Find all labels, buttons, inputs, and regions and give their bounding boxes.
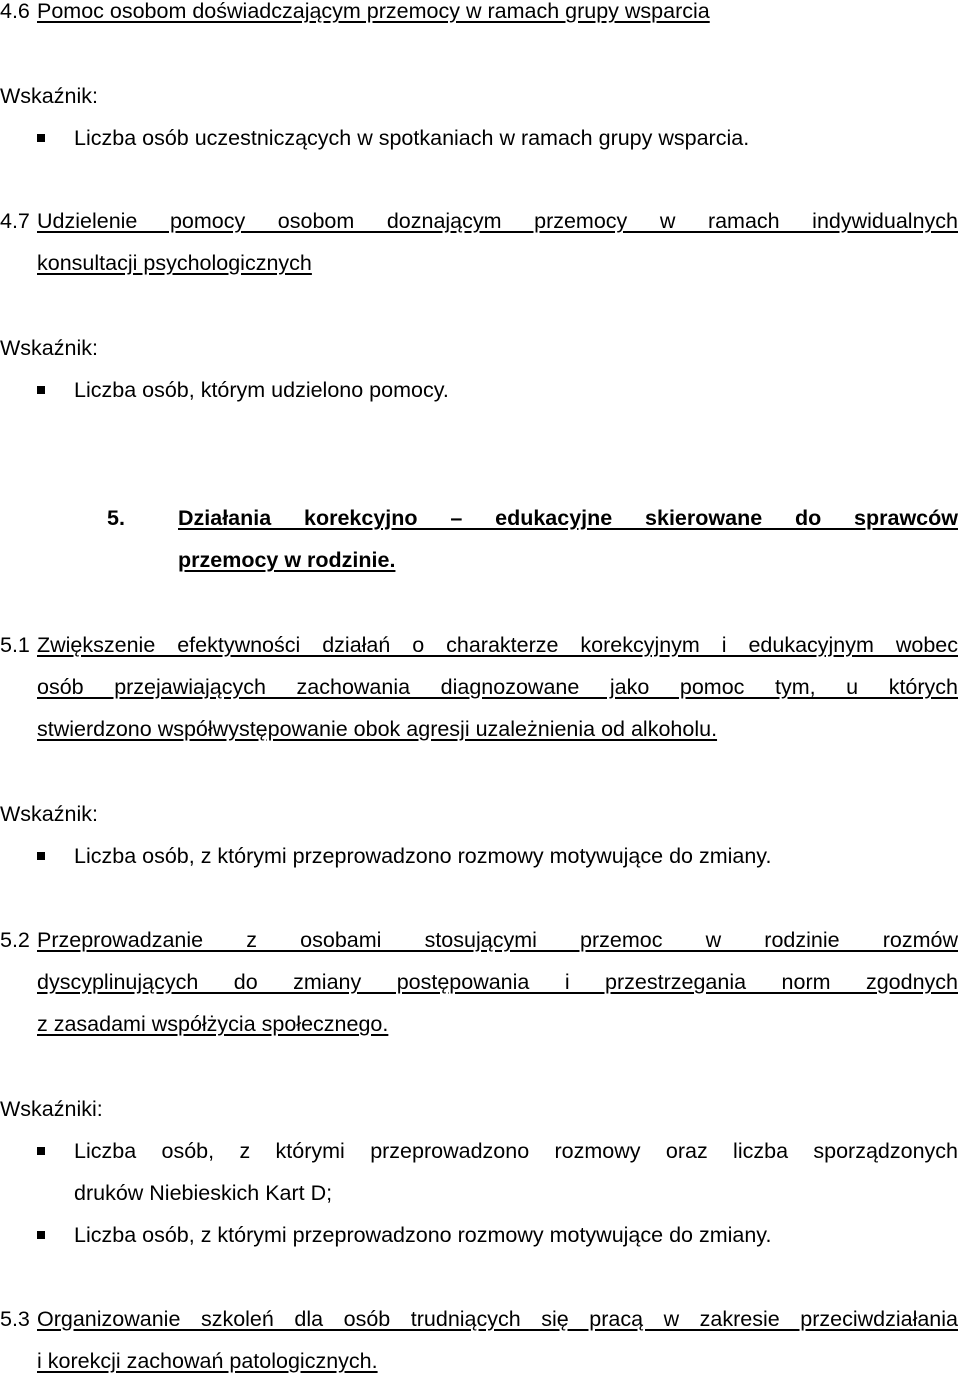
item-heading (37, 624, 958, 750)
square-bullet-icon (37, 386, 45, 394)
heading-line: z zasadami współżycia społecznego. (37, 1012, 389, 1036)
bullet-text: Liczba osób, z którymi przeprowadzono rozmowy motywujące do zmiany. (74, 844, 772, 868)
item-heading (37, 1298, 958, 1382)
bullet-text-line: Liczba osób, z którymi przeprowadzono rozmowy oraz liczba sporządzonych (74, 1139, 958, 1163)
heading-line: Zwiększenie efektywności działań o charakterze korekcyjnym i edukacyjnym wobec (37, 633, 958, 657)
square-bullet-icon (37, 1231, 45, 1239)
indicator-label: Wskaźnik: (0, 336, 98, 360)
bullet-text-line: druków Niebieskich Kart D; (74, 1181, 333, 1205)
square-bullet-icon (37, 1147, 45, 1155)
bullet-text: Liczba osób uczestniczących w spotkaniach w ramach grupy wsparcia. (74, 126, 750, 150)
square-bullet-icon (37, 852, 45, 860)
section-title (178, 497, 958, 581)
heading-line: Udzielenie pomocy osobom doznającym przemocy w ramach indywidualnych (37, 209, 958, 233)
indicator-label: Wskaźnik: (0, 802, 98, 826)
indicator-label: Wskaźnik: (0, 84, 98, 108)
bullet-text (74, 1130, 958, 1214)
heading-line: Przeprowadzanie z osobami stosującymi przemoc w rodzinie rozmów (37, 928, 958, 952)
square-bullet-icon (37, 134, 45, 142)
section-number: 5. (107, 506, 125, 530)
heading-line: Organizowanie szkoleń dla osób trudniących się pracą w zakresie przeciwdziałania (37, 1307, 958, 1331)
heading-line: i korekcji zachowań patologicznych. (37, 1349, 378, 1373)
item-number: 5.3 (0, 1307, 30, 1331)
bullet-text: Liczba osób, którym udzielono pomocy. (74, 378, 449, 402)
item-number: 4.6 (0, 0, 30, 23)
indicator-label: Wskaźniki: (0, 1097, 103, 1121)
item-heading (37, 919, 958, 1045)
item-number: 5.2 (0, 928, 30, 952)
heading-line: dyscyplinujących do zmiany postępowania i przestrzegania norm zgodnych (37, 970, 958, 994)
item-number: 4.7 (0, 209, 30, 233)
bullet-text: Liczba osób, z którymi przeprowadzono rozmowy motywujące do zmiany. (74, 1223, 772, 1247)
section-title-line: Działania korekcyjno – edukacyjne skierowane do sprawców (178, 506, 958, 530)
item-heading (37, 0, 958, 32)
heading-line: konsultacji psychologicznych (37, 251, 312, 275)
item-heading (37, 200, 958, 284)
heading-line: Pomoc osobom doświadczającym przemocy w ramach grupy wsparcia (37, 0, 710, 23)
item-number: 5.1 (0, 633, 30, 657)
section-title-line: przemocy w rodzinie. (178, 548, 396, 572)
heading-line: osób przejawiających zachowania diagnozowane jako pomoc tym, u których (37, 675, 958, 699)
heading-line: stwierdzono współwystępowanie obok agresji uzależnienia od alkoholu. (37, 717, 718, 741)
